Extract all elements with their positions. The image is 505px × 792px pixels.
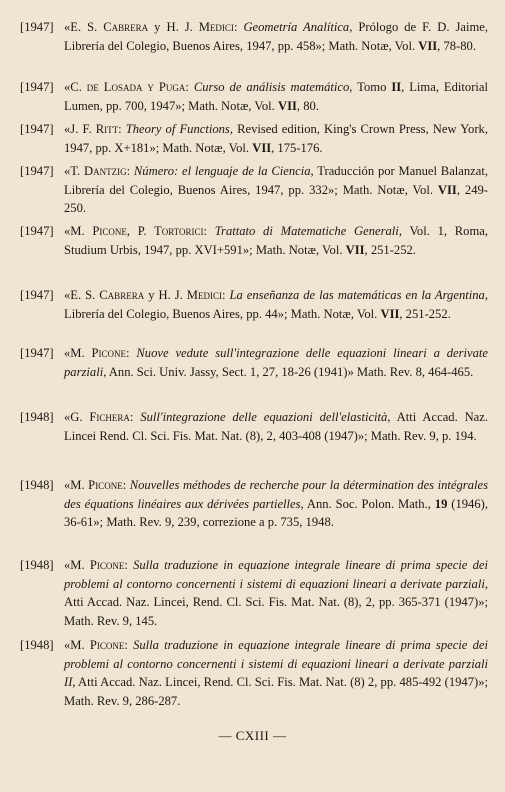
citation-text: « [64,478,71,492]
author-name: M. Picone [70,638,125,652]
citation-text: : [221,288,230,302]
author-name: E. S. Cabrera [70,20,149,34]
entry-citation [64,222,488,259]
author-name: P. Tortorici [137,224,204,238]
bibliography-entry [20,476,488,532]
citation-text: , 249-250. [64,182,488,215]
volume-number: VII [345,242,365,257]
citation-text: : [124,558,134,572]
citation-text: « [64,20,71,34]
citation-text: : [124,638,134,652]
citation-text: , Tomo [349,80,392,94]
author-name: J. F. Ritt [70,122,119,136]
entry-citation [64,162,488,218]
citation-text: , Vol. 1, Roma, Studium Urbis, 1947, pp. XVI+591»; Math. Notæ, Vol. [64,224,488,257]
entry-citation [64,286,488,323]
citation-text: : [126,164,134,178]
work-title: Nouvelles méthodes de recherche pour la détermination des intégrales des équations linéaires aux dérivées partielles [64,478,488,511]
citation-text: « [64,558,71,572]
author-name: M. Picone [70,346,127,360]
entry-citation [64,78,488,115]
citation-text: , 78-80. [437,38,476,53]
entry-year: [1948] [20,410,54,424]
citation-text: : [203,224,215,238]
entry-citation [64,476,488,532]
work-title: Número: el lenguaje de la Ciencia [133,164,311,178]
entry-year: [1947] [20,346,54,360]
volume-number: VII [380,306,400,321]
citation-text: : [185,80,194,94]
entry-year: [1947] [20,122,54,136]
author-name: M. Picone [70,558,125,572]
page-number: — CXIII — [218,728,287,743]
citation-text: , Librería del Colegio, Buenos Aires, pp. 44»; Math. Notæ, Vol. [64,288,488,321]
entry-year: [1948] [20,478,54,492]
citation-text: , Atti Accad. Naz. Lincei Rend. Cl. Sci. Fis. Mat. Nat. (8), 2, 403-408 (1947)»; Math. Rev. 9, p. 194. [64,410,489,443]
citation-text: , Traducción por Manuel Balanzat, Librería del Colegio, Buenos Aires, 1947, pp. 332»; Math. Notæ, Vol. [64,164,489,197]
entry-citation [64,636,488,710]
author-name: E. S. Cabrera [70,288,145,302]
work-title: Theory of Functions [125,122,230,136]
entry-citation [64,120,488,157]
work-title: La enseñanza de las matemáticas en la Argentina [229,288,485,302]
volume-number: VII [252,140,272,155]
author-name: H. J. Medici [166,20,234,34]
citation-text: : [129,410,141,424]
citation-text: : [233,20,244,34]
citation-text: , Ann. Soc. Polon. Math., [300,496,435,511]
work-title: Curso de análisis matemático [193,80,350,94]
bibliography-entry [20,286,488,323]
author-name: G. Fichera [70,410,130,424]
work-title: Sulla traduzione in equazione integrale lineare di prima specie dei problemi al contorno concernenti i sistemi di equazioni lineari a derivate parziali II [64,638,488,689]
volume-number: 19 [434,496,448,511]
citation-text: : [122,478,130,492]
citation-text: , Lima, Editorial Lumen, pp. 700, 1947»; Math. Notæ, Vol. [64,80,488,113]
author-name: M. Picone [70,224,127,238]
citation-text: , 251-252. [364,242,416,257]
bibliography-entry [20,636,488,710]
citation-text: « [64,410,71,424]
volume-number: VII [277,98,297,113]
entry-year: [1947] [20,20,54,34]
bibliography-entry [20,78,488,115]
citation-text: , Ann. Sci. Univ. Jassy, Sect. 1, 27, 18-26 (1941)» Math. Rev. 8, 464-465. [103,364,474,379]
entry-citation [64,344,488,381]
citation-text: « [64,638,71,652]
bibliography-entry [20,222,488,259]
entry-year: [1948] [20,558,54,572]
citation-text: « [64,288,71,302]
author-name: C. de Losada y Puga [70,80,186,94]
bibliography-entry [20,408,488,445]
citation-text: , 175-176. [271,140,323,155]
volume-number: VII [418,38,438,53]
entry-year: [1947] [20,224,54,238]
entry-citation [64,556,488,630]
work-title: Nuove vedute sull'integrazione delle equazioni lineari a derivate parziali [64,346,488,379]
bibliography-entry [20,18,488,55]
work-title: Sull'integrazione delle equazioni dell'elasticità [140,410,388,424]
bibliography-entry [20,120,488,157]
citation-text: , Atti Accad. Naz. Lincei, Rend. Cl. Sci. Fis. Mat. Nat. (8), 2, pp. 365-371 (1947)»; Math. Rev. 9, 145. [64,576,488,628]
citation-text: , 80. [296,98,319,113]
citation-text: , Revised edition, King's Crown Press, New York, 1947, pp. X+181»; Math. Notæ, Vol. [64,122,488,155]
citation-text: « [64,346,71,360]
citation-text: « [64,122,71,136]
citation-text: , 251-252. [399,306,451,321]
bibliography-entry [20,162,488,218]
author-name: M. Picone [70,478,123,492]
bibliography-entry [20,344,488,381]
volume-number: II [391,80,402,94]
volume-number: VII [437,182,457,197]
entry-year: [1948] [20,638,54,652]
citation-text: « [64,80,71,94]
work-title: Sulla traduzione in equazione integrale lineare di prima specie dei problemi al contorno concernenti i sistemi di equazioni lineari a derivate parziali [64,558,488,591]
entry-year: [1947] [20,80,54,94]
entry-year: [1947] [20,288,54,302]
citation-text: y [148,20,167,34]
entry-citation [64,408,488,445]
author-name: T. Dantzig [70,164,127,178]
citation-text: , [126,224,138,238]
citation-text: , Atti Accad. Naz. Lincei, Rend. Cl. Sci. Fis. Mat. Nat. (8) 2, pp. 485-492 (1947)»; Math. Rev. 9, 286-287. [64,675,488,708]
entry-year: [1947] [20,164,54,178]
work-title: Geometría Analítica [243,20,350,34]
author-name: H. J. Medici [158,288,222,302]
bibliography-entry [20,556,488,630]
citation-text: y [144,288,159,302]
citation-text: , Prólogo de F. D. Jaime, Librería del Colegio, Buenos Aires, 1947, pp. 458»; Math. Notæ, Vol. [64,20,489,53]
citation-text: : [126,346,137,360]
citation-text: : [118,122,126,136]
entry-citation [64,18,488,55]
citation-text: « [64,224,71,238]
citation-text: (1946), 36-61»; Math. Rev. 9, 239, correzione a p. 735, 1948. [64,496,488,529]
citation-text: « [64,164,71,178]
work-title: Trattato di Matematiche Generali [214,224,399,238]
